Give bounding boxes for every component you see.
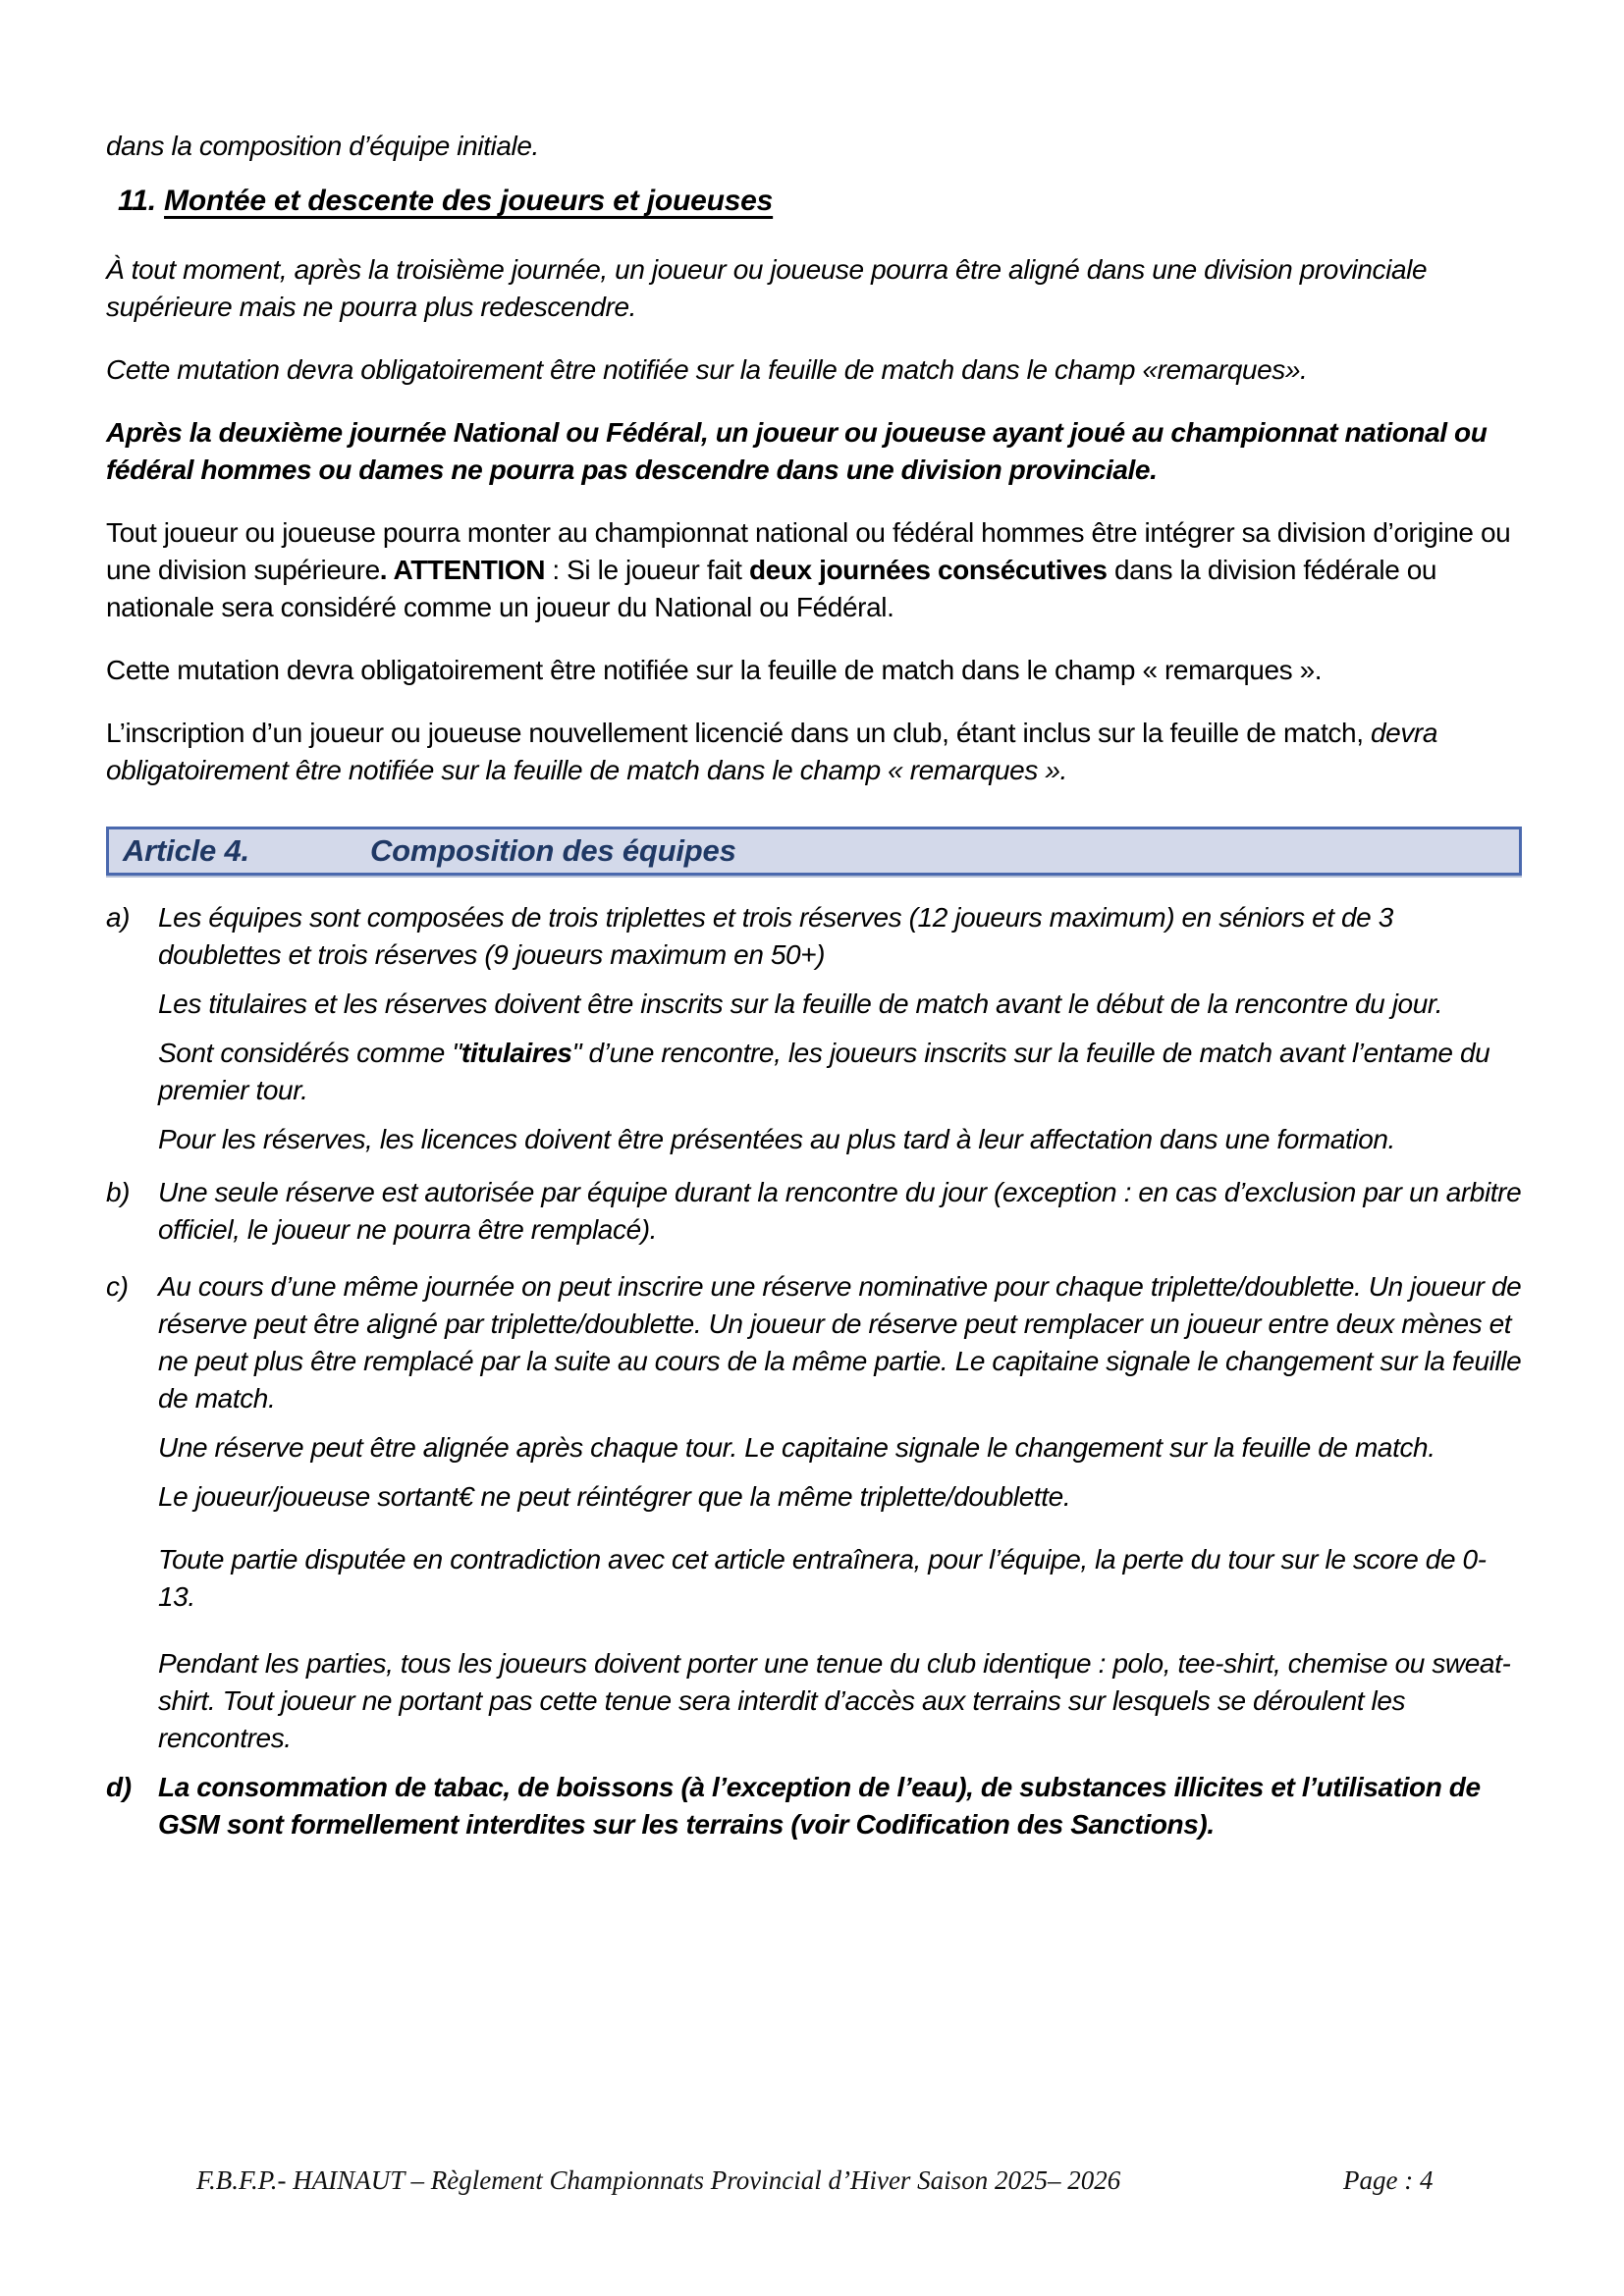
paragraph-text: Tout joueur ou joueuse pourra monter au championnat national ou fédéral hommes être intégrer sa division d’origine ou une division supérieure — [106, 517, 1511, 585]
list-body-d — [158, 1769, 1522, 1843]
list-marker-a: a) — [106, 902, 131, 933]
item-a-p3 — [158, 1035, 1522, 1109]
paragraph-text: Sont considérés comme " — [158, 1038, 461, 1068]
item-c-p1 — [158, 1268, 1522, 1417]
page-footer — [0, 2165, 1624, 2205]
heading-title: Montée et descente des joueurs et joueuses — [164, 185, 774, 217]
list-marker-d: d) — [106, 1772, 132, 1802]
item-a-p2 — [158, 986, 1522, 1023]
list-body-b — [158, 1174, 1522, 1268]
footer-document-title: F.B.F.P.- HAINAUT – Règlement Championnats Provincial d’Hiver Saison 2025– 2026 — [196, 2165, 1121, 2195]
paragraph-mutation-1 — [106, 251, 1522, 326]
list-item-b — [106, 1174, 1522, 1268]
list-item-d — [106, 1769, 1522, 1843]
paragraph-notification-2 — [106, 652, 1522, 689]
heading-number: 11. — [118, 185, 156, 217]
paragraph-text: Cette mutation devra obligatoirement être notifiée sur la feuille de match dans le champ «remarques». — [106, 354, 1308, 385]
paragraph-text: Une réserve peut être alignée après chaque tour. Le capitaine signale le changement sur la feuille de match. — [158, 1432, 1435, 1463]
paragraph-text: Le joueur/joueuse sortant€ ne peut réintégrer que la même triplette/doublette. — [158, 1481, 1071, 1512]
paragraph-text: À tout moment, après la troisième journée, un joueur ou joueuse pourra être aligné dans une division provinciale supérieure mais ne pourra plus redescendre. — [106, 254, 1428, 322]
paragraph-text: Pendant les parties, tous les joueurs doivent porter une tenue du club identique : polo, tee-shirt, chemise ou sweat-shirt. Tout joueur ne portant pas cette tenue sera interdit d’accès aux terrains sur lesquels se déroulent les rencontres. — [158, 1648, 1511, 1753]
list-marker-c: c) — [106, 1271, 129, 1302]
paragraph-text: Au cours d’une même journée on peut inscrire une réserve nominative pour chaque triplette/doublette. Un joueur de réserve peut être aligné par triplette/doublette. Un joueur de réserve peut remplacer un joueur entre deux mènes et ne peut plus être remplacé par la suite au cours de la même partie. Le capitaine signale le changement sur la feuille de match. — [158, 1271, 1522, 1414]
paragraph-inscription — [106, 715, 1522, 789]
paragraph-text: Une seule réserve est autorisée par équipe durant la rencontre du jour (exception : en cas d’exclusion par un arbitre officiel, le joueur ne pourra être remplacé). — [158, 1177, 1522, 1245]
item-d-p1 — [158, 1769, 1522, 1843]
content-column — [106, 128, 1522, 1843]
paragraph-text: L’inscription d’un joueur ou joueuse nouvellement licencié dans un club, étant inclus sur la feuille de match, — [106, 718, 1371, 748]
item-c-p5 — [158, 1645, 1522, 1757]
list-item-a — [106, 899, 1522, 1174]
article4-label: Article 4. — [123, 833, 249, 868]
paragraph-text: : Si le joueur fait — [545, 555, 749, 585]
paragraph-text: Cette mutation devra obligatoirement être notifiée sur la feuille de match dans le champ « remarques ». — [106, 655, 1323, 685]
deux-journees-bold: deux journées consécutives — [748, 555, 1108, 585]
paragraph-notification-1 — [106, 351, 1522, 389]
paragraph-text: Toute partie disputée en contradiction avec cet article entraînera, pour l’équipe, la perte du tour sur le score de 0-13. — [158, 1544, 1487, 1612]
list-body-a — [158, 899, 1522, 1174]
paragraph-text: Pour les réserves, les licences doivent être présentées au plus tard à leur affectation dans une formation. — [158, 1124, 1395, 1154]
list-body-c — [158, 1268, 1522, 1769]
paragraph-text: La consommation de tabac, de boissons (à l’exception de l’eau), de substances illicites et l’utilisation de GSM sont formellement interdites sur les terrains (voir Codification des Sanctions). — [158, 1772, 1481, 1840]
list-item-c — [106, 1268, 1522, 1769]
article4-title: Composition des équipes — [370, 833, 736, 868]
item-c-p3 — [158, 1478, 1522, 1516]
item-c-p2 — [158, 1429, 1522, 1467]
paragraph-national-federal — [106, 414, 1522, 489]
paragraph-text: Les équipes sont composées de trois triplettes et trois réserves (12 joueurs maximum) en séniors et de 3 doublettes et trois réserves (9 joueurs maximum en 50+) — [158, 902, 1393, 970]
list-marker-b: b) — [106, 1177, 131, 1207]
item-a-p1 — [158, 899, 1522, 974]
item-a-p4 — [158, 1121, 1522, 1158]
titulaires-bold: titulaires — [460, 1038, 572, 1068]
paragraph-text: " d’une rencontre, les joueurs inscrits sur la feuille de match avant l’entame du premier tour. — [158, 1038, 1490, 1105]
paragraph-text: Les titulaires et les réserves doivent être inscrits sur la feuille de match avant le début de la rencontre du jour. — [158, 988, 1443, 1019]
lead-text: dans la composition d’équipe initiale. — [106, 131, 539, 161]
item-c-p4 — [158, 1541, 1522, 1616]
paragraph-attention — [106, 514, 1522, 626]
footer-page-number: Page : 4 — [1343, 2165, 1434, 2195]
article4-header — [106, 827, 1522, 876]
paragraph-text: Après la deuxième journée National ou Fédéral, un joueur ou joueuse ayant joué au championnat national ou fédéral hommes ou dames ne pourra pas descendre dans une division provinciale. — [106, 417, 1488, 485]
attention-bold: . ATTENTION — [379, 555, 546, 585]
lead-paragraph — [106, 128, 1522, 165]
paragraph-text: dans la division fédérale ou nationale sera considéré comme un joueur du National ou Fédéral. — [106, 555, 1437, 622]
section-heading — [118, 183, 1522, 220]
paragraph-text-italic: devra obligatoirement être notifiée sur la feuille de match dans le champ « remarques ». — [106, 718, 1438, 785]
item-b-p1 — [158, 1174, 1522, 1249]
